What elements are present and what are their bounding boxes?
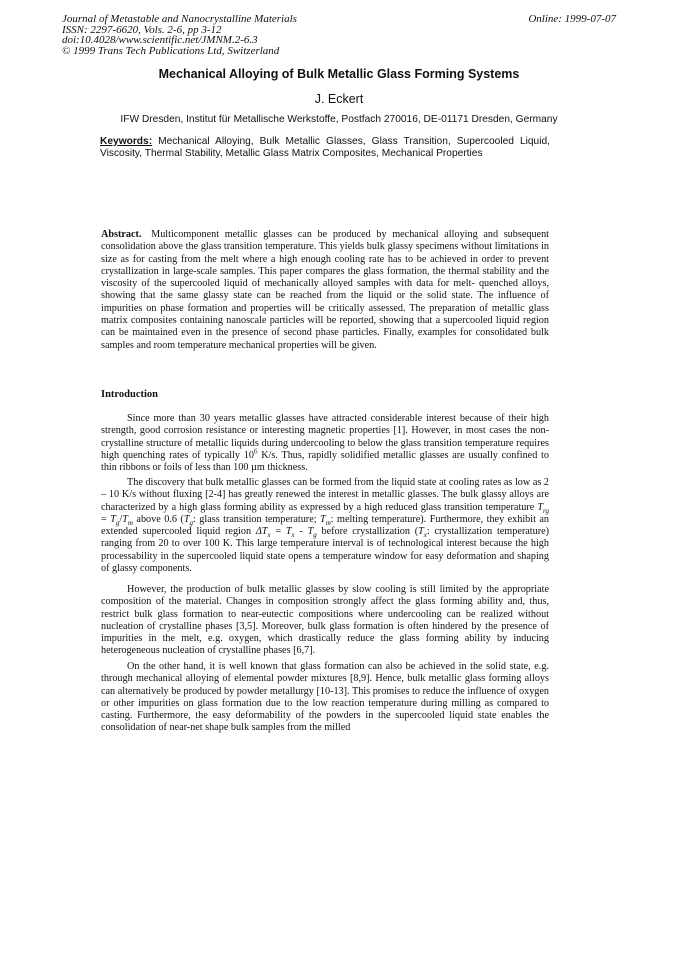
p2-sym-tm2: T [320, 513, 326, 525]
p2-sym-tx2: T [418, 526, 424, 538]
intro-paragraph-3: However, the production of bulk metallic glasses by slow cooling is still limited by the appropriate composition of the material. Changes in composition strongly affect the glass forming ability and, thus, restrict bulk glass formation to near-eutectic compositions where undercooling can be realized without nucleation of crystalline phases [3,5]. Moreover, bulk glass formation is often hindered by the presence of impurities in the melt, e.g. oxygen, which drastically reduce the glass forming ability by inducing heterogeneous nucleation of crystalline phases [6,7]. [101, 584, 549, 657]
p2-sym-tg3: T [307, 526, 314, 538]
abstract-paragraph [101, 229, 549, 352]
introduction-heading: Introduction [101, 389, 158, 400]
copyright-line: © 1999 Trans Tech Publications Ltd, Switzerland [62, 44, 280, 57]
p1-text-b: K/s. Thus, rapidly solidified metallic glasses are usually confined to thin ribbons or foils of less than 100 µm thickness. [101, 449, 549, 474]
p2-text-c: : glass transition temperature; [193, 513, 321, 525]
p2-sub-tg3: g [313, 531, 317, 540]
p2-sub-tg: g [115, 518, 120, 527]
p2-sym-tg: T [110, 513, 116, 525]
p2-text-e: before crystallization ( [316, 526, 419, 538]
author-name: J. Eckert [314, 92, 364, 106]
intro-paragraph-4: On the other hand, it is well known that glass formation can also be achieved in the solid state, e.g. through mechanical alloying of elemental powder mixtures [8,9]. Hence, bulk metallic glass forming alloys can alternatively be produced by powder metallurgy [10-13]. This promises to reduce the influence of oxygen or other impurities on glass formation due to the low reaction temperature during milling as compared to casting. Furthermore, the easy deformability of the powders in the supercooled liquid state enables the consolidation of near-net shape bulk samples from the milled [101, 661, 549, 734]
affiliation: IFW Dresden, Institut für Metallische Werkstoffe, Postfach 270016, DE-01171 Dresden, Germany [120, 114, 558, 125]
abstract-text: Multicomponent metallic glasses can be produced by mechanical alloying and subsequent consolidation above the glass transition temperature. This yields bulk glassy specimens without limitations in size as for casting from the melt where a high enough cooling rate has to be achieved in order to prevent crystallization in large-scale samples. This paper compares the glass formation, the thermal stability and the viscosity of the supercooled liquid of mechanically alloyed samples with data for melt- quenched alloys, showing that the same glassy state can be reached from the liquid or the solid state. The influence of impurities on phase formation and properties will be critically assessed. The preparation of metallic glass matrix composites containing nanoscale particles will be reported, showing that a supercooled liquid region can be maintained even in the presence of second phase particles. Finally, examples for consolidated bulk samples and room temperature mechanical properties will be given. [101, 229, 549, 351]
online-date: Online: 1999-07-07 [528, 13, 616, 25]
p2-sub-tx2: x [423, 531, 427, 540]
p2-minus: - [294, 526, 308, 538]
p2-text-d: : melting temperature). Furthermore, they exhibit an extended supercooled liquid region [101, 513, 550, 538]
p2-slash: / [119, 513, 123, 525]
p2-sub-tg2: g [189, 518, 193, 527]
doi-line: doi:10.4028/www.scientific.net/JMNM.2-6.3 [62, 34, 258, 46]
p2-sub-dtx: x [267, 531, 271, 540]
p2-text-b: above 0.6 ( [132, 513, 184, 525]
p2-sub-trg: rg [543, 506, 549, 515]
p2-sym-tg2: T [183, 513, 190, 525]
p2-text-f: : crystallization temperature) ranging from 20 to over 100 K. This large temperature interval is of technological interest because the high processability in the supercooled liquid state opens a temperature window for easy deformation and shaping of glassy components. [101, 526, 549, 575]
p2-sym-trg: T [537, 501, 544, 513]
keywords-label: Keywords: [100, 136, 153, 147]
p1-text-a: Since more than 30 years metallic glasses have attracted considerable interest because of their high strength, good corrosion resistance or interesting magnetic properties [1]. However, in most cases the non-crystalline structure of metallic liquids during undercooling to below the glass transition temperature requires high quenching rates of typically 10 [101, 413, 549, 461]
p1-exponent: 6 [253, 447, 258, 456]
abstract-label: Abstract. [101, 229, 142, 240]
p2-text-a: The discovery that bulk metallic glasses can be formed from the liquid state at cooling rates as low as 2 – 10 K/s without fluxing [2-4] has greatly renewed the interest in metallic glasses. The bulk glassy alloys are characterized by a high glass forming ability as expressed by a high reduced glass transition temperature [101, 477, 549, 513]
p2-sub-tm: m [127, 518, 133, 527]
keywords-text: Mechanical Alloying, Bulk Metallic Glasses, Glass Transition, Supercooled Liquid, Viscosity, Thermal Stability, Metallic Glass Matrix Composites, Mechanical Properties [100, 136, 550, 159]
intro-paragraph-2 [101, 477, 549, 575]
p2-eq2: = [270, 526, 286, 538]
paper-title: Mechanical Alloying of Bulk Metallic Glass Forming Systems [158, 67, 520, 81]
journal-header [62, 14, 618, 56]
keywords-block [100, 136, 550, 160]
intro-paragraph-1 [101, 413, 549, 474]
p2-sub-tm2: m [325, 518, 331, 527]
p2-sym-tx: T [285, 526, 292, 538]
p2-sub-tx: x [291, 531, 295, 540]
p2-eq1: = [101, 513, 111, 525]
p2-sym-dtx: ΔT [255, 526, 268, 538]
journal-name: Journal of Metastable and Nanocrystalline Materials [62, 13, 297, 25]
issn-line: ISSN: 2297-6620, Vols. 2-6, pp 3-12 [62, 23, 222, 36]
p2-sym-tm: T [122, 513, 128, 525]
